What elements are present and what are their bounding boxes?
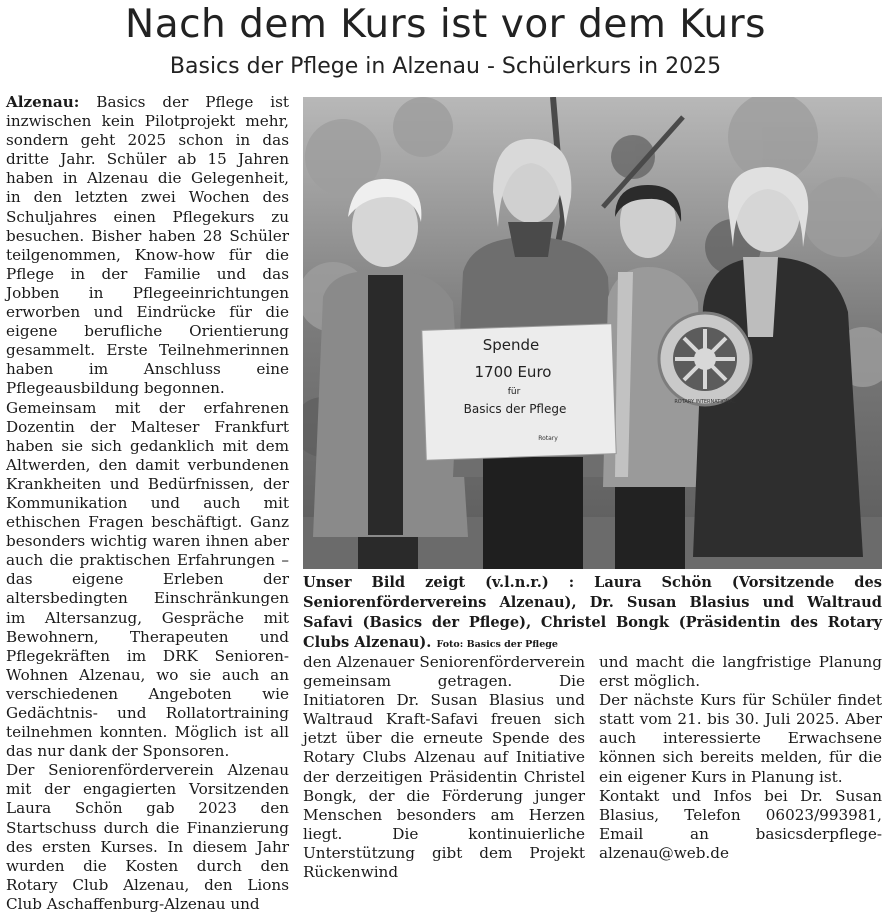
paragraph: Der Seniorenförderverein Alzenau mit der engagierten Vorsitzenden Laura Schön gab 2023 den Startschuss durch die Finanzierung des ersten Kurses. In diesem Jahr wurden die Kosten durch den Rotary Club Alzenau, den Lions Club Aschaffenburg-Alzenau und (6, 761, 289, 913)
badge-text: ROTARY INTERNATIONAL (674, 399, 736, 405)
sign-line-3: für (507, 387, 521, 397)
sign-line-4: Basics der Pflege (463, 402, 567, 416)
group-photo (303, 97, 882, 569)
headline: Nach dem Kurs ist vor dem Kurs (125, 2, 766, 47)
subheadline: Basics der Pflege in Alzenau - Schülerkurs in 2025 (169, 54, 722, 79)
lead-paragraph (6, 93, 289, 399)
sign-logo: Rotary (538, 435, 558, 442)
donation-sign (422, 324, 616, 461)
paragraph: Gemeinsam mit der erfahrenen Dozentin der Malteser Frankfurt haben sie sich gedanklich mit dem Altwerden, den damit verbundenen Krankheiten und Bedürfnissen, der Kommunikation und auch mit ethischen Fragen beschäftigt. Ganz besonders wichtig waren ihnen aber auch die praktischen Erfahrungen – das eigene Erleben der altersbedingten Einschränkungen im Altersanzug, Gespräche mit Bewohnern, Therapeuten und Pflegekräften im DRK Senioren-Wohnen Alzenau, wo sie auch an verschiedenen Angeboten wie Gedächtnis- und Rollatortraining teilnehmen konnten. Möglich ist all das nur dank der Sponsoren. (6, 398, 289, 761)
text-column-2 (303, 653, 585, 882)
rotary-badge-icon (659, 313, 751, 405)
sign-line-1: Spende (482, 336, 540, 354)
caption-text: Unser Bild zeigt (v.l.n.r.) : Laura Schön (Vorsitzende des Seniorenfördervereins Alzenau), Dr. Susan Blasius und Waltraud Safavi (Basics der Pflege), Christel Bongk (Präsidentin des Rotary Clubs Alzenau). (303, 574, 882, 651)
paragraph: den Alzenauer Seniorenförderverein gemeinsam getragen. Die Initiatoren Dr. Susan Blasius und Waltraud Kraft-Safavi freuen sich jetzt über die erneute Spende des Rotary Clubs Alzenau auf Initiative der derzeitigen Präsidentin Christel Bongk, der die Förderung junger Menschen besonders am Herzen liegt. Die kontinuierliche Unterstützung gibt dem Projekt Rückenwind (303, 653, 585, 882)
sign-line-2: 1700 Euro (474, 363, 552, 381)
text-column-1 (6, 93, 289, 914)
dateline: Alzenau: (6, 93, 80, 111)
paragraph: Der nächste Kurs für Schüler findet statt vom 21. bis 30. Juli 2025. Aber auch interessierte Erwachsene können sich bereits melden, für die ein eigener Kurs in Planung ist. (599, 691, 882, 786)
text-column-3 (599, 653, 882, 863)
photo-credit: Foto: Basics der Pflege (436, 639, 558, 650)
paragraph: und macht die langfristige Planung erst möglich. (599, 653, 882, 691)
lead-text: Basics der Pflege ist inzwischen kein Pilotprojekt mehr, sondern geht 2025 schon in das dritte Jahr. Schüler ab 15 Jahren haben in Alzenau die Gelegenheit, in den letzten zwei Wochen des Schuljahres einen Pflegekurs zu besuchen. Bisher haben 28 Schüler teilgenommen, Know-how für die Pflege in der Familie und das Jobben in Pflegeeinrichtungen erworben und Eindrücke für die eigene berufliche Orientierung gesammelt. Erste Teilnehmerinnen haben im Anschluss eine Pflegeausbildung begonnen. (6, 93, 289, 398)
contact-paragraph: Kontakt und Infos bei Dr. Susan Blasius, Telefon 06023/993981, Email an basicsderpflege-alzenau@web.de (599, 786, 882, 862)
photo-caption (303, 573, 882, 655)
